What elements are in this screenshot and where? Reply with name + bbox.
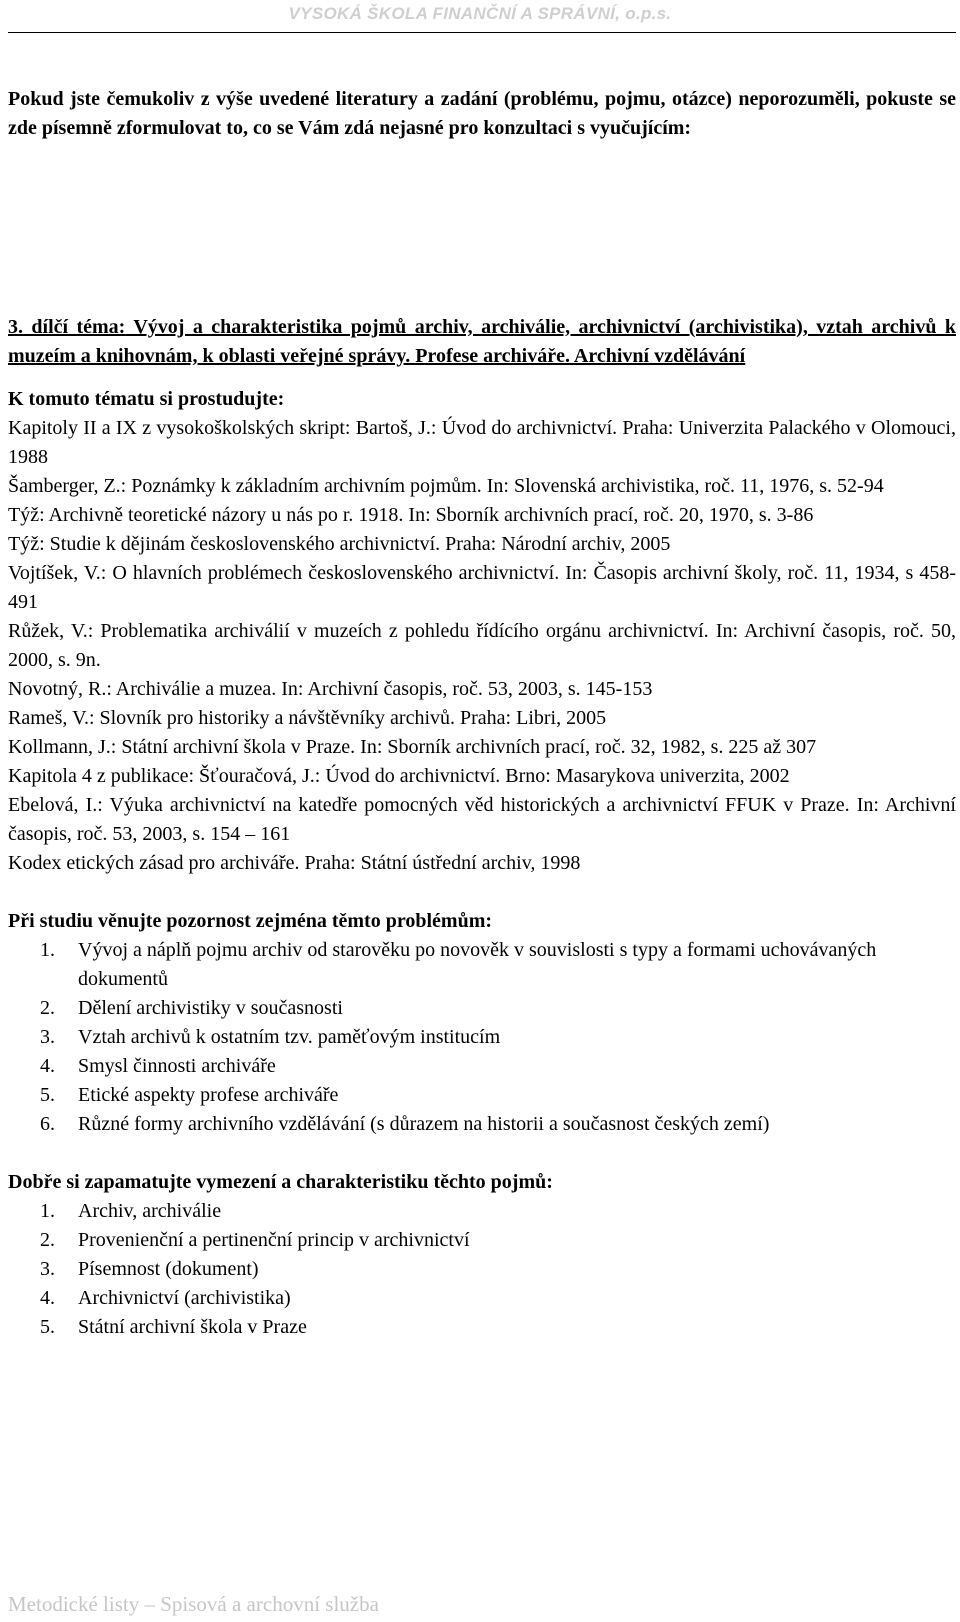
study-heading: K tomuto tématu si prostudujte: [8, 388, 285, 410]
list-number: 4. [40, 1055, 55, 1077]
intro-paragraph: Pokud jste čemukoliv z výše uvedené literatury a zadání (problému, pojmu, otázce) neporozuměli, pokuste se zde písemně zformulovat to, co se Vám zdá nejasné pro konzultaci s vyučujícím: [8, 88, 956, 139]
footer-text: Metodické listy – Spisová a archovní služba [8, 1592, 379, 1616]
reference-item: Ebelová, I.: Výuka archivnictví na katedře pomocných věd historických a archivnictví FFUK v Praze. In: Archivní časopis, roč. 53, 2003, s. 154 – 161 [8, 794, 956, 845]
list-number: 3. [40, 1026, 55, 1048]
list-text: Archivnictví (archivistika) [78, 1287, 291, 1309]
list-item [8, 936, 956, 994]
list-number: 1. [40, 1200, 55, 1222]
list-item [8, 1081, 956, 1110]
reference-item: Kollmann, J.: Státní archivní škola v Praze. In: Sborník archivních prací, roč. 32, 1982, s. 225 až 307 [8, 736, 817, 758]
reference-item: Týž: Studie k dějinám československého archivnictví. Praha: Národní archiv, 2005 [8, 533, 671, 555]
reference-list [8, 414, 956, 878]
list-text: Archiv, archiválie [78, 1200, 222, 1222]
list-text: Různé formy archivního vzdělávání (s důrazem na historii a současnost českých zemí) [78, 1113, 770, 1135]
topic-heading [8, 313, 956, 371]
reference-item: Kapitoly II a IX z vysokoškolských skript: Bartoš, J.: Úvod do archivnictví. Praha: Univerzita Palackého v Olomouci, 1988 [8, 417, 956, 468]
list-number: 2. [40, 997, 55, 1019]
list-text: Písemnost (dokument) [78, 1258, 259, 1280]
list-item [8, 1197, 956, 1226]
list-number: 5. [40, 1084, 55, 1106]
reference-item: Týž: Archivně teoretické názory u nás po r. 1918. In: Sborník archivních prací, roč. 20, 1970, s. 3-86 [8, 504, 814, 526]
list-text: Dělení archivistiky v současnosti [78, 997, 343, 1019]
header-rule [8, 32, 956, 33]
problems-list [8, 936, 956, 1139]
list-number: 3. [40, 1258, 55, 1280]
page-content [8, 85, 956, 1342]
list-text: Provenienční a pertinenční princip v archivnictví [78, 1229, 470, 1251]
list-item [8, 1226, 956, 1255]
list-item [8, 994, 956, 1023]
problems-heading: Při studiu věnujte pozornost zejména těmto problémům: [8, 910, 493, 932]
topic-number-label: 3. dílčí téma: [8, 316, 126, 338]
topic-title: Vývoj a charakteristika pojmů archiv, archiválie, archivnictví (archivistika), vztah archivů k muzeím a knihovnám, k oblasti veřejné správy. Profese archiváře. Archivní vzdělávání [8, 316, 956, 367]
list-text: Vztah archivů k ostatním tzv. paměťovým institucím [78, 1026, 501, 1048]
reference-item: Růžek, V.: Problematika archiválií v muzeích z pohledu řídícího orgánu archivnictví. In: Archivní časopis, roč. 50, 2000, s. 9n. [8, 620, 956, 671]
list-number: 6. [40, 1113, 55, 1135]
list-text: Etické aspekty profese archiváře [78, 1084, 339, 1106]
header-brand: VYSOKÁ ŠKOLA FINANČNÍ A SPRÁVNÍ, o.p.s. [288, 4, 672, 23]
list-text: Vývoj a náplň pojmu archiv od starověku po novověk v souvislosti s typy a formami uchovávaných dokumentů [78, 939, 877, 990]
list-number: 2. [40, 1229, 55, 1251]
list-item [8, 1052, 956, 1081]
reference-item: Kodex etických zásad pro archiváře. Praha: Státní ústřední archiv, 1998 [8, 852, 581, 874]
list-item [8, 1023, 956, 1052]
list-text: Smysl činnosti archiváře [78, 1055, 276, 1077]
list-number: 1. [40, 939, 55, 961]
terms-list [8, 1197, 956, 1342]
reference-item: Rameš, V.: Slovník pro historiky a návštěvníky archivů. Praha: Libri, 2005 [8, 707, 607, 729]
reference-item: Kapitola 4 z publikace: Šťouračová, J.: Úvod do archivnictví. Brno: Masarykova univerzita, 2002 [8, 765, 790, 787]
list-item [8, 1313, 956, 1342]
terms-heading: Dobře si zapamatujte vymezení a charakteristiku těchto pojmů: [8, 1171, 553, 1193]
list-number: 4. [40, 1287, 55, 1309]
list-item [8, 1110, 956, 1139]
list-text: Státní archivní škola v Praze [78, 1316, 307, 1338]
reference-item: Šamberger, Z.: Poznámky k základním archivním pojmům. In: Slovenská archivistika, roč. 11, 1976, s. 52-94 [8, 475, 884, 497]
list-number: 5. [40, 1316, 55, 1338]
reference-item: Novotný, R.: Archiválie a muzea. In: Archivní časopis, roč. 53, 2003, s. 145-153 [8, 678, 653, 700]
list-item [8, 1284, 956, 1313]
list-item [8, 1255, 956, 1284]
reference-item: Vojtíšek, V.: O hlavních problémech československého archivnictví. In: Časopis archivní školy, roč. 11, 1934, s 458-491 [8, 562, 956, 613]
